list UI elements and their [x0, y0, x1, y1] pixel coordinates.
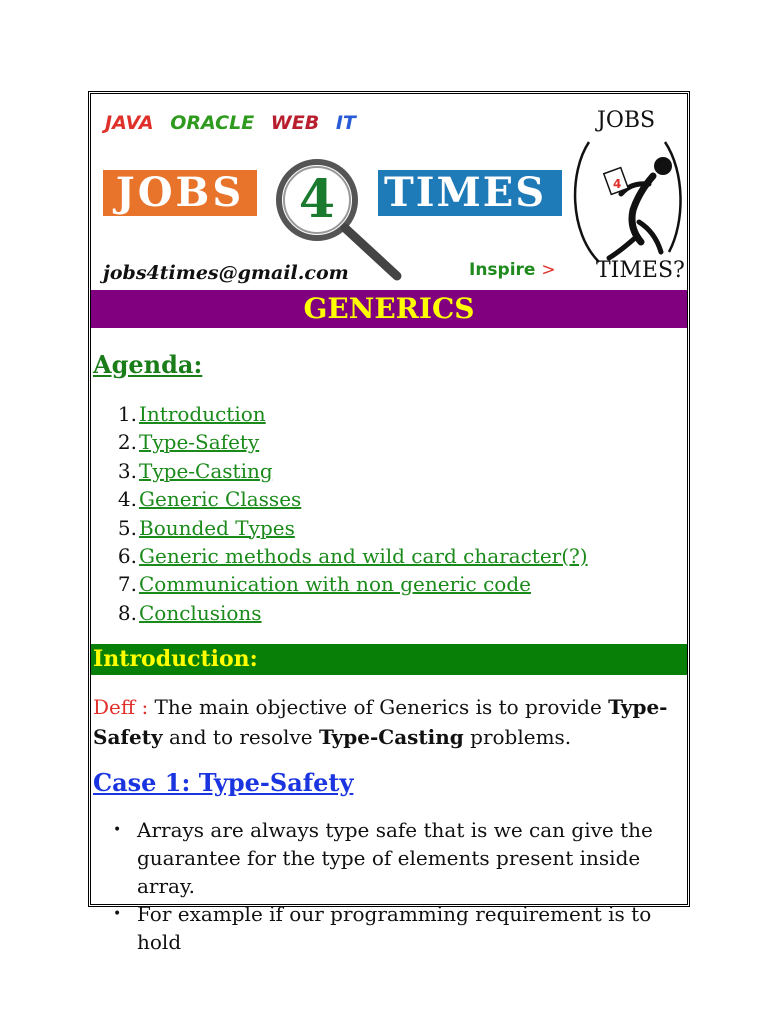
definition-text: The main objective of Generics is to provide	[148, 695, 609, 719]
bullet-icon: •	[113, 822, 122, 838]
agenda-link-conclusions[interactable]: Conclusions	[139, 600, 262, 625]
agenda-link-type-safety[interactable]: Type-Safety	[139, 430, 260, 455]
agenda-item	[91, 485, 588, 513]
inspire-slogan	[469, 260, 556, 280]
agenda-link-type-casting[interactable]: Type-Casting	[139, 458, 273, 483]
tagline-web: WEB	[270, 112, 320, 134]
logo-times-box: TIMES	[378, 170, 562, 216]
logo-digit: 4	[298, 169, 336, 230]
agenda-item	[91, 542, 588, 570]
definition-text: and to resolve	[162, 725, 319, 749]
agenda-item-number: 8.	[117, 600, 137, 625]
agenda-item-number: 1.	[117, 402, 137, 426]
definition-label: Deff :	[93, 695, 149, 719]
inspire-text: Inspire	[469, 260, 536, 280]
list-item	[91, 816, 677, 900]
agenda-link-generic-methods[interactable]: Generic methods and wild card character(?)	[139, 543, 588, 568]
runner-digit: 4	[613, 177, 622, 191]
agenda-item	[91, 514, 588, 542]
agenda-link-bounded-types[interactable]: Bounded Types	[139, 515, 295, 540]
agenda-item-number: 3.	[117, 458, 137, 483]
definition-paragraph	[93, 692, 683, 752]
definition-text: problems.	[463, 725, 572, 749]
inspire-arrow: >	[541, 260, 556, 280]
tagline-it: IT	[335, 112, 356, 134]
agenda-item	[91, 428, 588, 456]
runner-bottom-label: TIMES?	[596, 258, 685, 283]
case-1-heading-link[interactable]: Case 1: Type-Safety	[93, 768, 354, 797]
bullet-text: Arrays are always type safe that is we can give the guarantee for the type of elements present inside array.	[137, 818, 653, 898]
banner-tagline	[105, 112, 366, 134]
agenda-item	[91, 457, 588, 485]
definition-bold-type-casting: Type-Casting	[318, 725, 464, 749]
agenda-item-number: 6.	[117, 543, 137, 568]
list-item	[91, 900, 677, 956]
agenda-heading: Agenda:	[93, 350, 203, 379]
page-title: GENERICS	[91, 290, 687, 328]
logo-jobs-box: JOBS	[103, 170, 257, 216]
agenda-item-number: 7.	[117, 572, 137, 597]
tagline-oracle: ORACLE	[170, 112, 255, 134]
agenda-link-generic-classes[interactable]: Generic Classes	[139, 487, 302, 512]
agenda-item	[91, 400, 588, 428]
agenda-item	[91, 599, 588, 627]
agenda-item-number: 2.	[117, 430, 137, 455]
introduction-heading: Introduction:	[91, 644, 687, 675]
tagline-java: JAVA	[105, 112, 154, 134]
bullet-text: For example if our programming requirement is to hold	[137, 902, 652, 954]
agenda-list	[91, 400, 588, 627]
contact-email: jobs4times@gmail.com	[103, 262, 349, 284]
definition-bold-type-safety: Type-Safety	[93, 695, 668, 749]
agenda-link-non-generic-code[interactable]: Communication with non generic code	[139, 572, 531, 597]
runner-top-label: JOBS	[597, 108, 656, 133]
agenda-item-number: 4.	[117, 487, 137, 512]
jobs4times-banner	[91, 94, 687, 290]
agenda-link-introduction[interactable]: Introduction	[139, 402, 266, 426]
agenda-item-number: 5.	[117, 515, 137, 540]
case-1-bullet-list	[91, 816, 677, 956]
bullet-icon: •	[113, 906, 122, 922]
agenda-item	[91, 570, 588, 598]
document-page	[90, 93, 688, 954]
